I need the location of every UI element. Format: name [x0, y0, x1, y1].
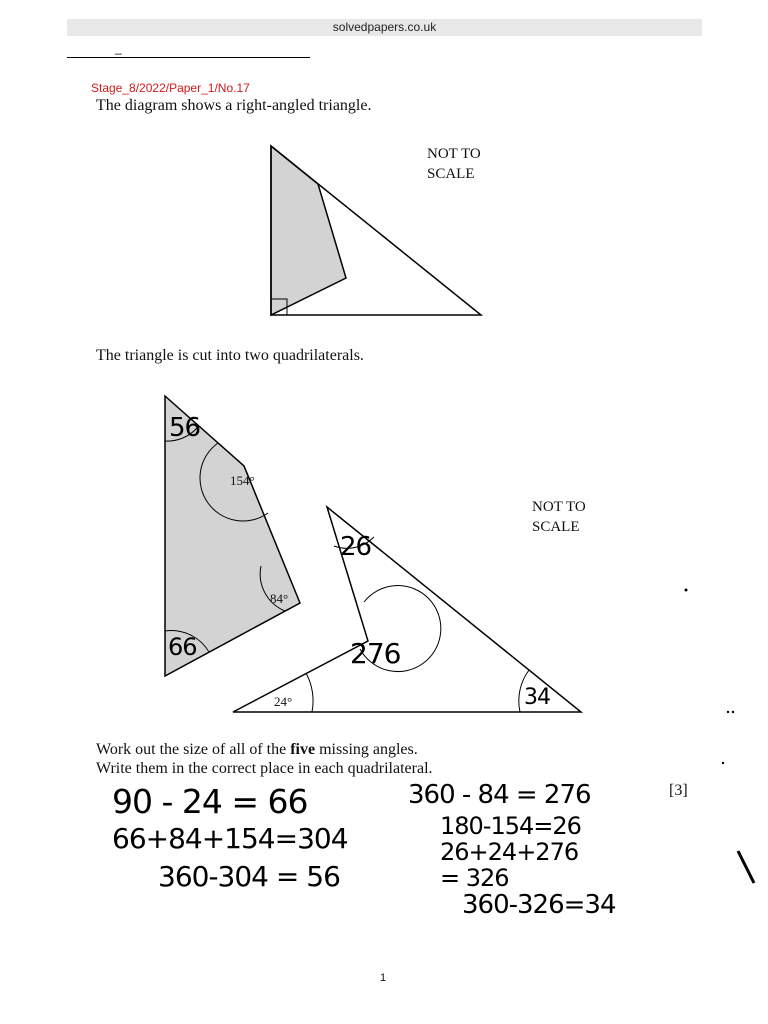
page-number: 1	[380, 972, 387, 984]
handwritten-angle-276: 276	[350, 637, 401, 670]
work-right-line-5: 360-326=34	[462, 890, 616, 920]
handwritten-angle-56: 56	[169, 413, 201, 443]
work-left-line-1: 90 - 24 = 66	[112, 782, 308, 821]
question-intro: The diagram shows a right-angled triangle.	[96, 97, 372, 114]
marks-label: [3]	[669, 782, 688, 799]
handwritten-angle-26: 26	[340, 532, 372, 562]
work-right-line-4: = 326	[440, 864, 509, 892]
bold-emphasis: five	[290, 741, 316, 758]
work-left-line-2: 66+84+154=304	[112, 822, 348, 855]
instructions-line-1: Work out the size of all of the five missing angles.	[96, 741, 418, 758]
site-banner: solvedpapers.co.uk	[67, 19, 702, 36]
angle-154-label: 154°	[230, 473, 255, 488]
cut-text: The triangle is cut into two quadrilaterals.	[96, 347, 364, 364]
angle-84-label: 84°	[270, 591, 289, 606]
work-left-line-3: 360-304 = 56	[158, 860, 340, 893]
work-right-line-3: 26+24+276	[440, 838, 579, 866]
question-reference: Stage_8/2022/Paper_1/No.17	[91, 81, 250, 95]
angle-24-label: 24°	[274, 694, 293, 709]
header-dash: _	[115, 41, 122, 55]
instructions-line-2: Write them in the correct place in each quadrilateral.	[96, 760, 433, 777]
not-to-scale-label-1: NOT TO SCALE	[427, 146, 481, 182]
margin-stroke	[738, 851, 754, 883]
handwritten-angle-34: 34	[524, 685, 550, 710]
work-right-line-1: 360 - 84 = 276	[408, 780, 591, 810]
handwritten-angle-66: 66	[168, 633, 197, 661]
work-right-line-2: 180-154=26	[440, 812, 581, 840]
not-to-scale-label-2: NOT TO SCALE	[532, 499, 586, 535]
